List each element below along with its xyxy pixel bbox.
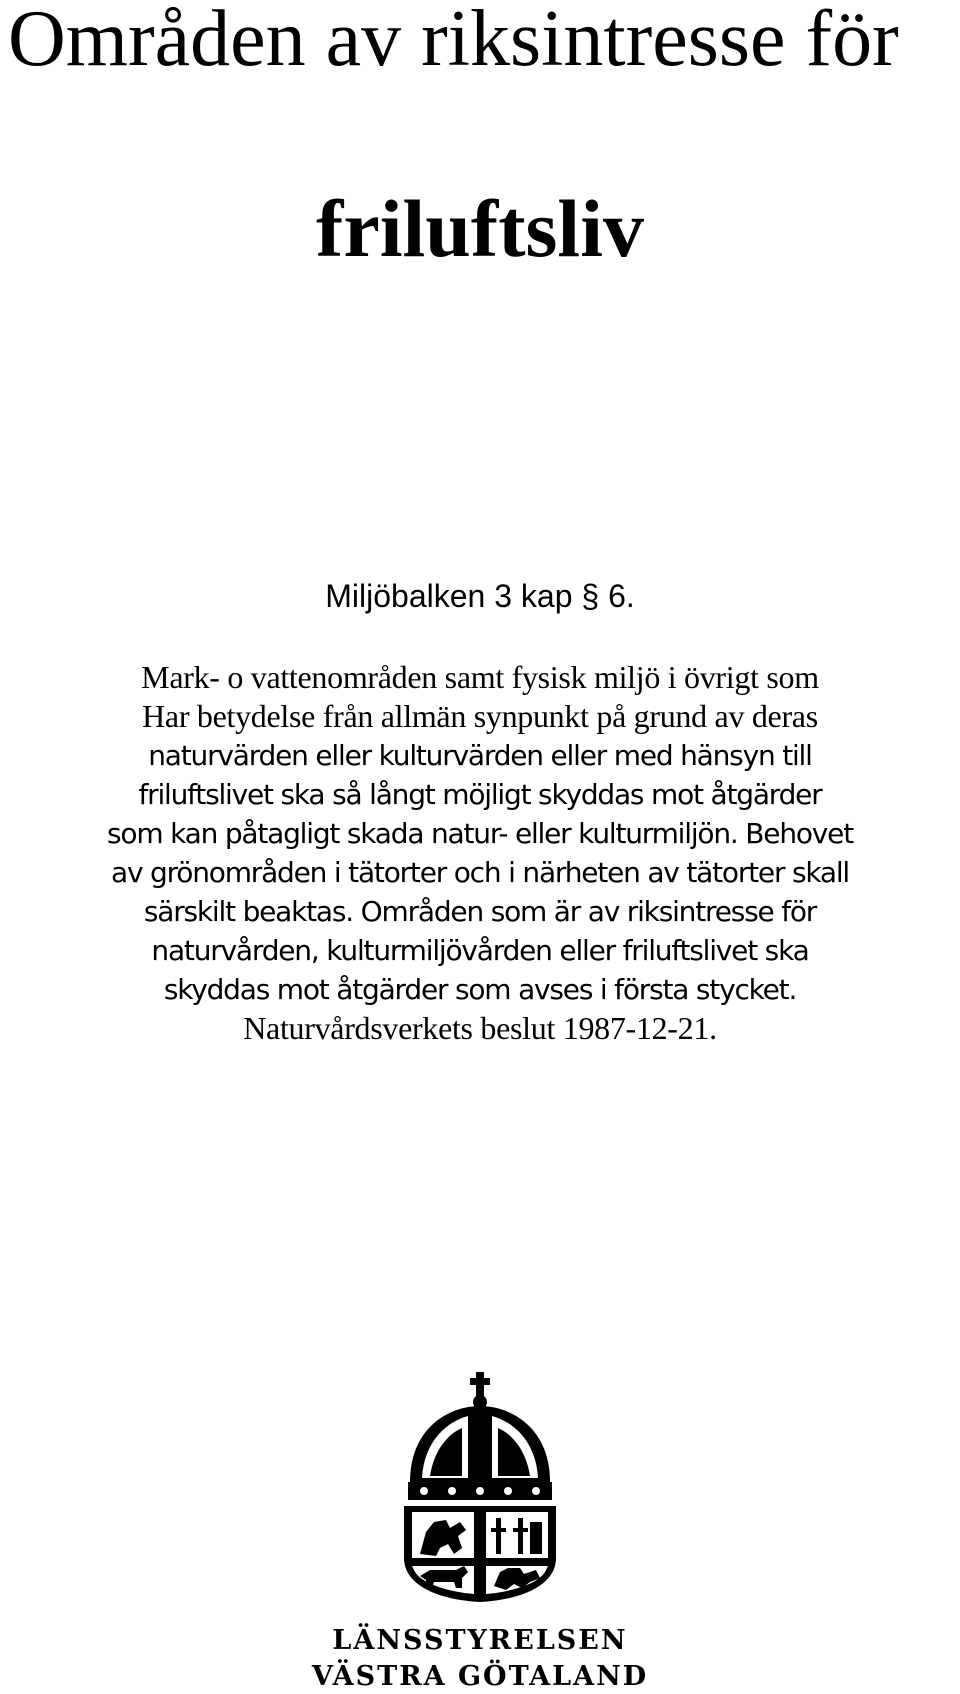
body-line-5: som kan påtagligt skada natur- eller kulturmiljön. Behovet <box>107 817 853 850</box>
document-title-line-1: Områden av riksintresse för <box>8 0 899 83</box>
body-line-10: Naturvårdsverkets beslut 1987-12-21. <box>243 1010 717 1046</box>
org-name-line-1: LÄNSSTYRELSEN <box>332 1625 628 1656</box>
body-line-7: särskilt beaktas. Områden som är av riksintresse för <box>143 895 817 928</box>
legal-reference: Miljöbalken 3 kap § 6. <box>325 578 635 614</box>
body-line-4: friluftslivet ska så långt möjligt skyddas mot åtgärder <box>138 778 822 811</box>
document-title-line-2: friluftsliv <box>316 183 644 274</box>
org-name-line-2: VÄSTRA GÖTALAND <box>311 1661 649 1692</box>
body-line-1: Mark- o vattenområden samt fysisk miljö i övrigt som <box>141 659 819 695</box>
body-line-9: skyddas mot åtgärder som avses i första stycket. <box>163 973 797 1006</box>
body-line-6: av grönområden i tätorter och i närheten av tätorter skall <box>111 856 849 889</box>
body-paragraph <box>0 658 960 1048</box>
body-line-8: naturvården, kulturmiljövården eller friluftslivet ska <box>151 934 809 967</box>
body-line-3: naturvärden eller kulturvärden eller med hänsyn till <box>148 739 812 772</box>
crowned-coat-of-arms-icon <box>390 1372 570 1602</box>
body-line-2: Har betydelse från allmän synpunkt på grund av deras <box>142 698 818 734</box>
